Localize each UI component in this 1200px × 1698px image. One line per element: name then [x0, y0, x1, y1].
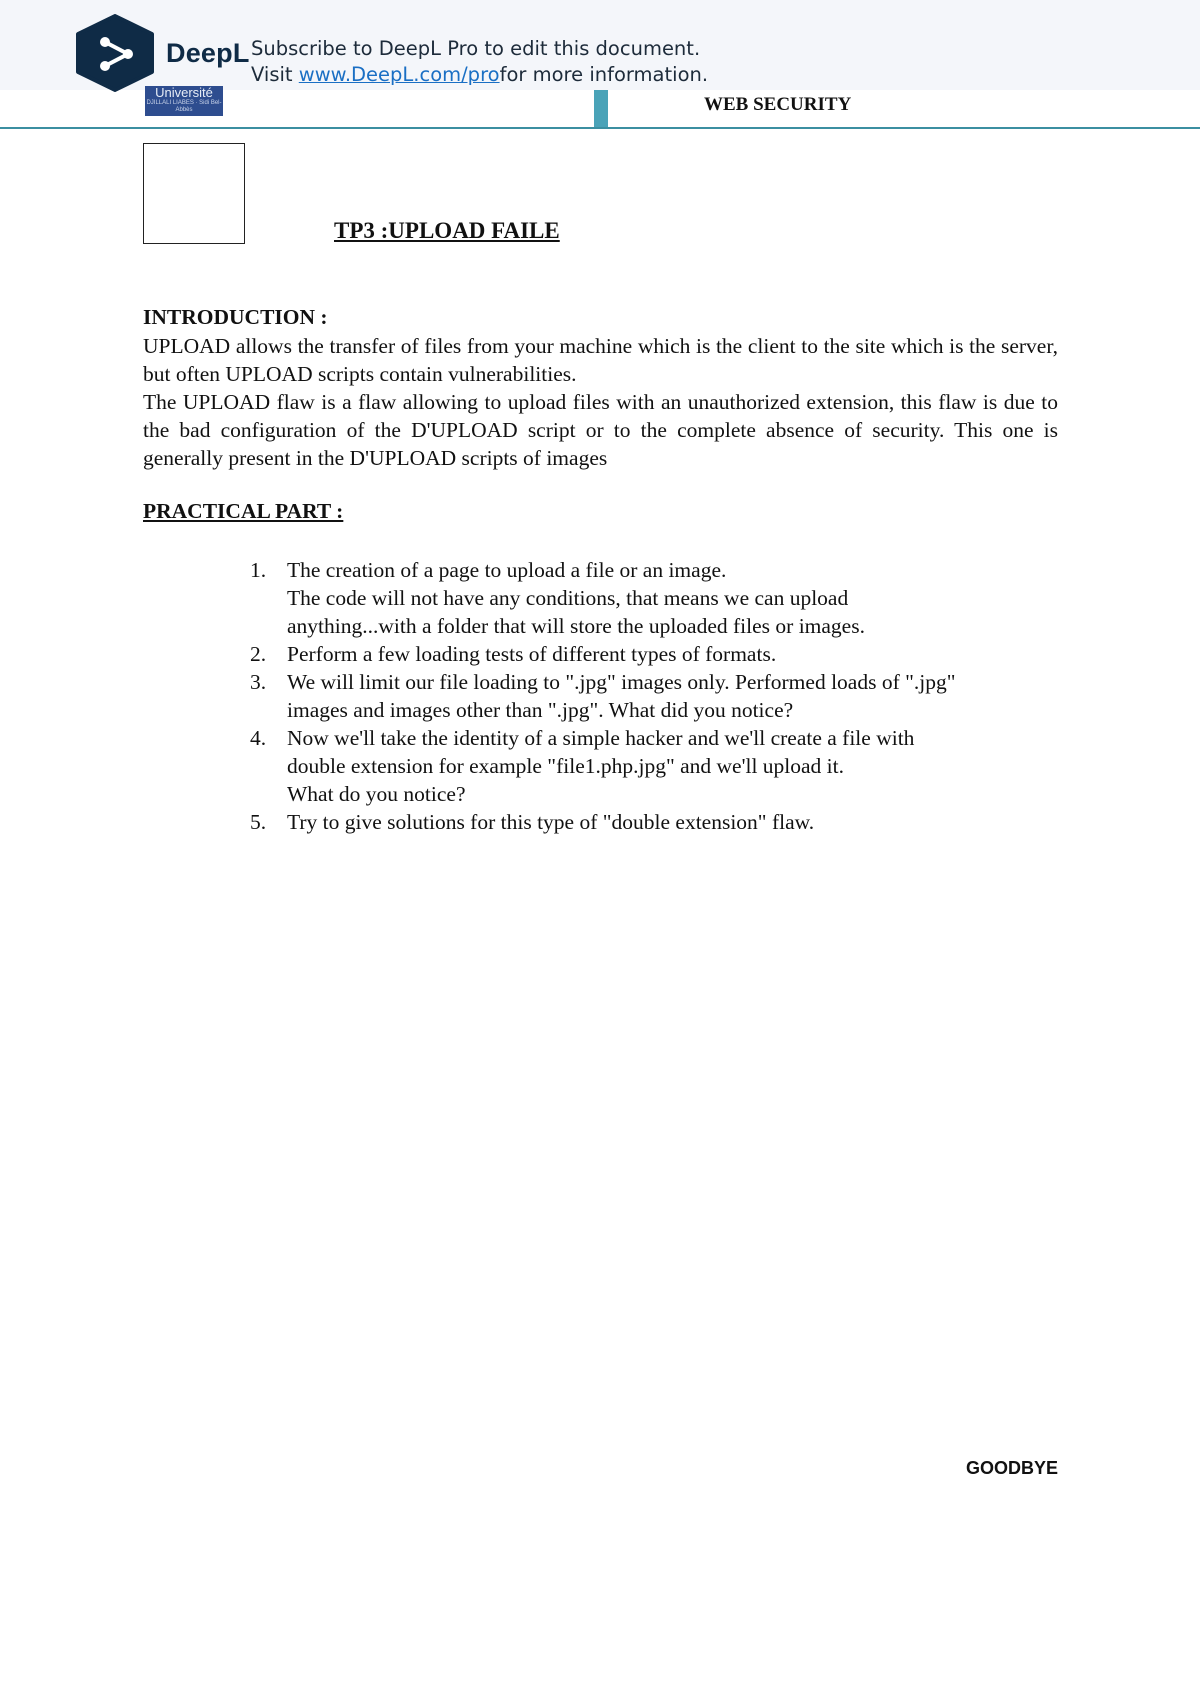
deepl-brand: DeepL — [166, 38, 250, 68]
step-text: Perform a few loading tests of different types of formats. — [287, 642, 777, 666]
visit-prefix: Visit — [251, 63, 299, 86]
list-item — [250, 556, 1070, 640]
intro-paragraph: The UPLOAD flaw is a flaw allowing to upload files with an unauthorized extension, this flaw is due to the bad configuration of the D'UPLOAD script or to the complete absence of security. This one is generally present in the D'UPLOAD scripts of images — [143, 390, 1058, 470]
header-title: WEB SECURITY — [704, 94, 852, 115]
university-logo — [145, 86, 223, 116]
practical-heading: PRACTICAL PART : — [143, 499, 344, 523]
introduction-body — [143, 332, 1058, 472]
document-title: TP3 :UPLOAD FAILE — [334, 218, 560, 243]
step-number: 4. — [250, 726, 267, 750]
university-logo-subtext: DJILLALI LIABES · Sidi Bel-Abbès — [146, 100, 222, 113]
image-placeholder — [143, 143, 245, 244]
intro-paragraph: UPLOAD allows the transfer of files from your machine which is the client to the site which is the server, but often UPLOAD scripts contain vulnerabilities. — [143, 334, 1058, 386]
university-logo-text: Université — [155, 86, 213, 100]
step-text: anything...with a folder that will store the uploaded files or images. — [287, 614, 865, 638]
step-text: The code will not have any conditions, that means we can upload — [287, 586, 849, 610]
header-accent-bar — [594, 90, 608, 128]
list-item — [250, 724, 1070, 808]
subscribe-message — [251, 36, 708, 88]
list-item — [250, 808, 1070, 836]
introduction-heading: INTRODUCTION : — [143, 305, 328, 329]
step-text: Now we'll take the identity of a simple hacker and we'll create a file with — [287, 726, 915, 750]
list-item — [250, 668, 1070, 724]
step-number: 5. — [250, 810, 267, 834]
step-number: 2. — [250, 642, 267, 666]
step-text: We will limit our file loading to ".jpg" images only. Performed loads of ".jpg" — [287, 670, 956, 694]
practical-steps-list — [250, 556, 1070, 836]
deepl-banner — [0, 0, 1200, 90]
visit-suffix: for more information. — [499, 63, 709, 86]
step-text: The creation of a page to upload a file or an image. — [287, 558, 727, 582]
step-text: What do you notice? — [287, 782, 466, 806]
step-text: Try to give solutions for this type of "double extension" flaw. — [287, 810, 815, 834]
subscribe-line: Subscribe to DeepL Pro to edit this document. — [251, 37, 701, 60]
header-divider — [0, 127, 1200, 129]
deepl-logo-icon — [72, 14, 158, 92]
visit-line — [251, 62, 708, 88]
step-number: 1. — [250, 558, 267, 582]
step-text: images and images other than ".jpg". What did you notice? — [287, 698, 794, 722]
step-number: 3. — [250, 670, 267, 694]
list-item — [250, 640, 1070, 668]
step-text: double extension for example "file1.php.jpg" and we'll upload it. — [287, 754, 845, 778]
deepl-pro-link[interactable]: www.DeepL.com/pro — [298, 63, 500, 86]
closing-text: GOODBYE — [966, 1458, 1059, 1478]
